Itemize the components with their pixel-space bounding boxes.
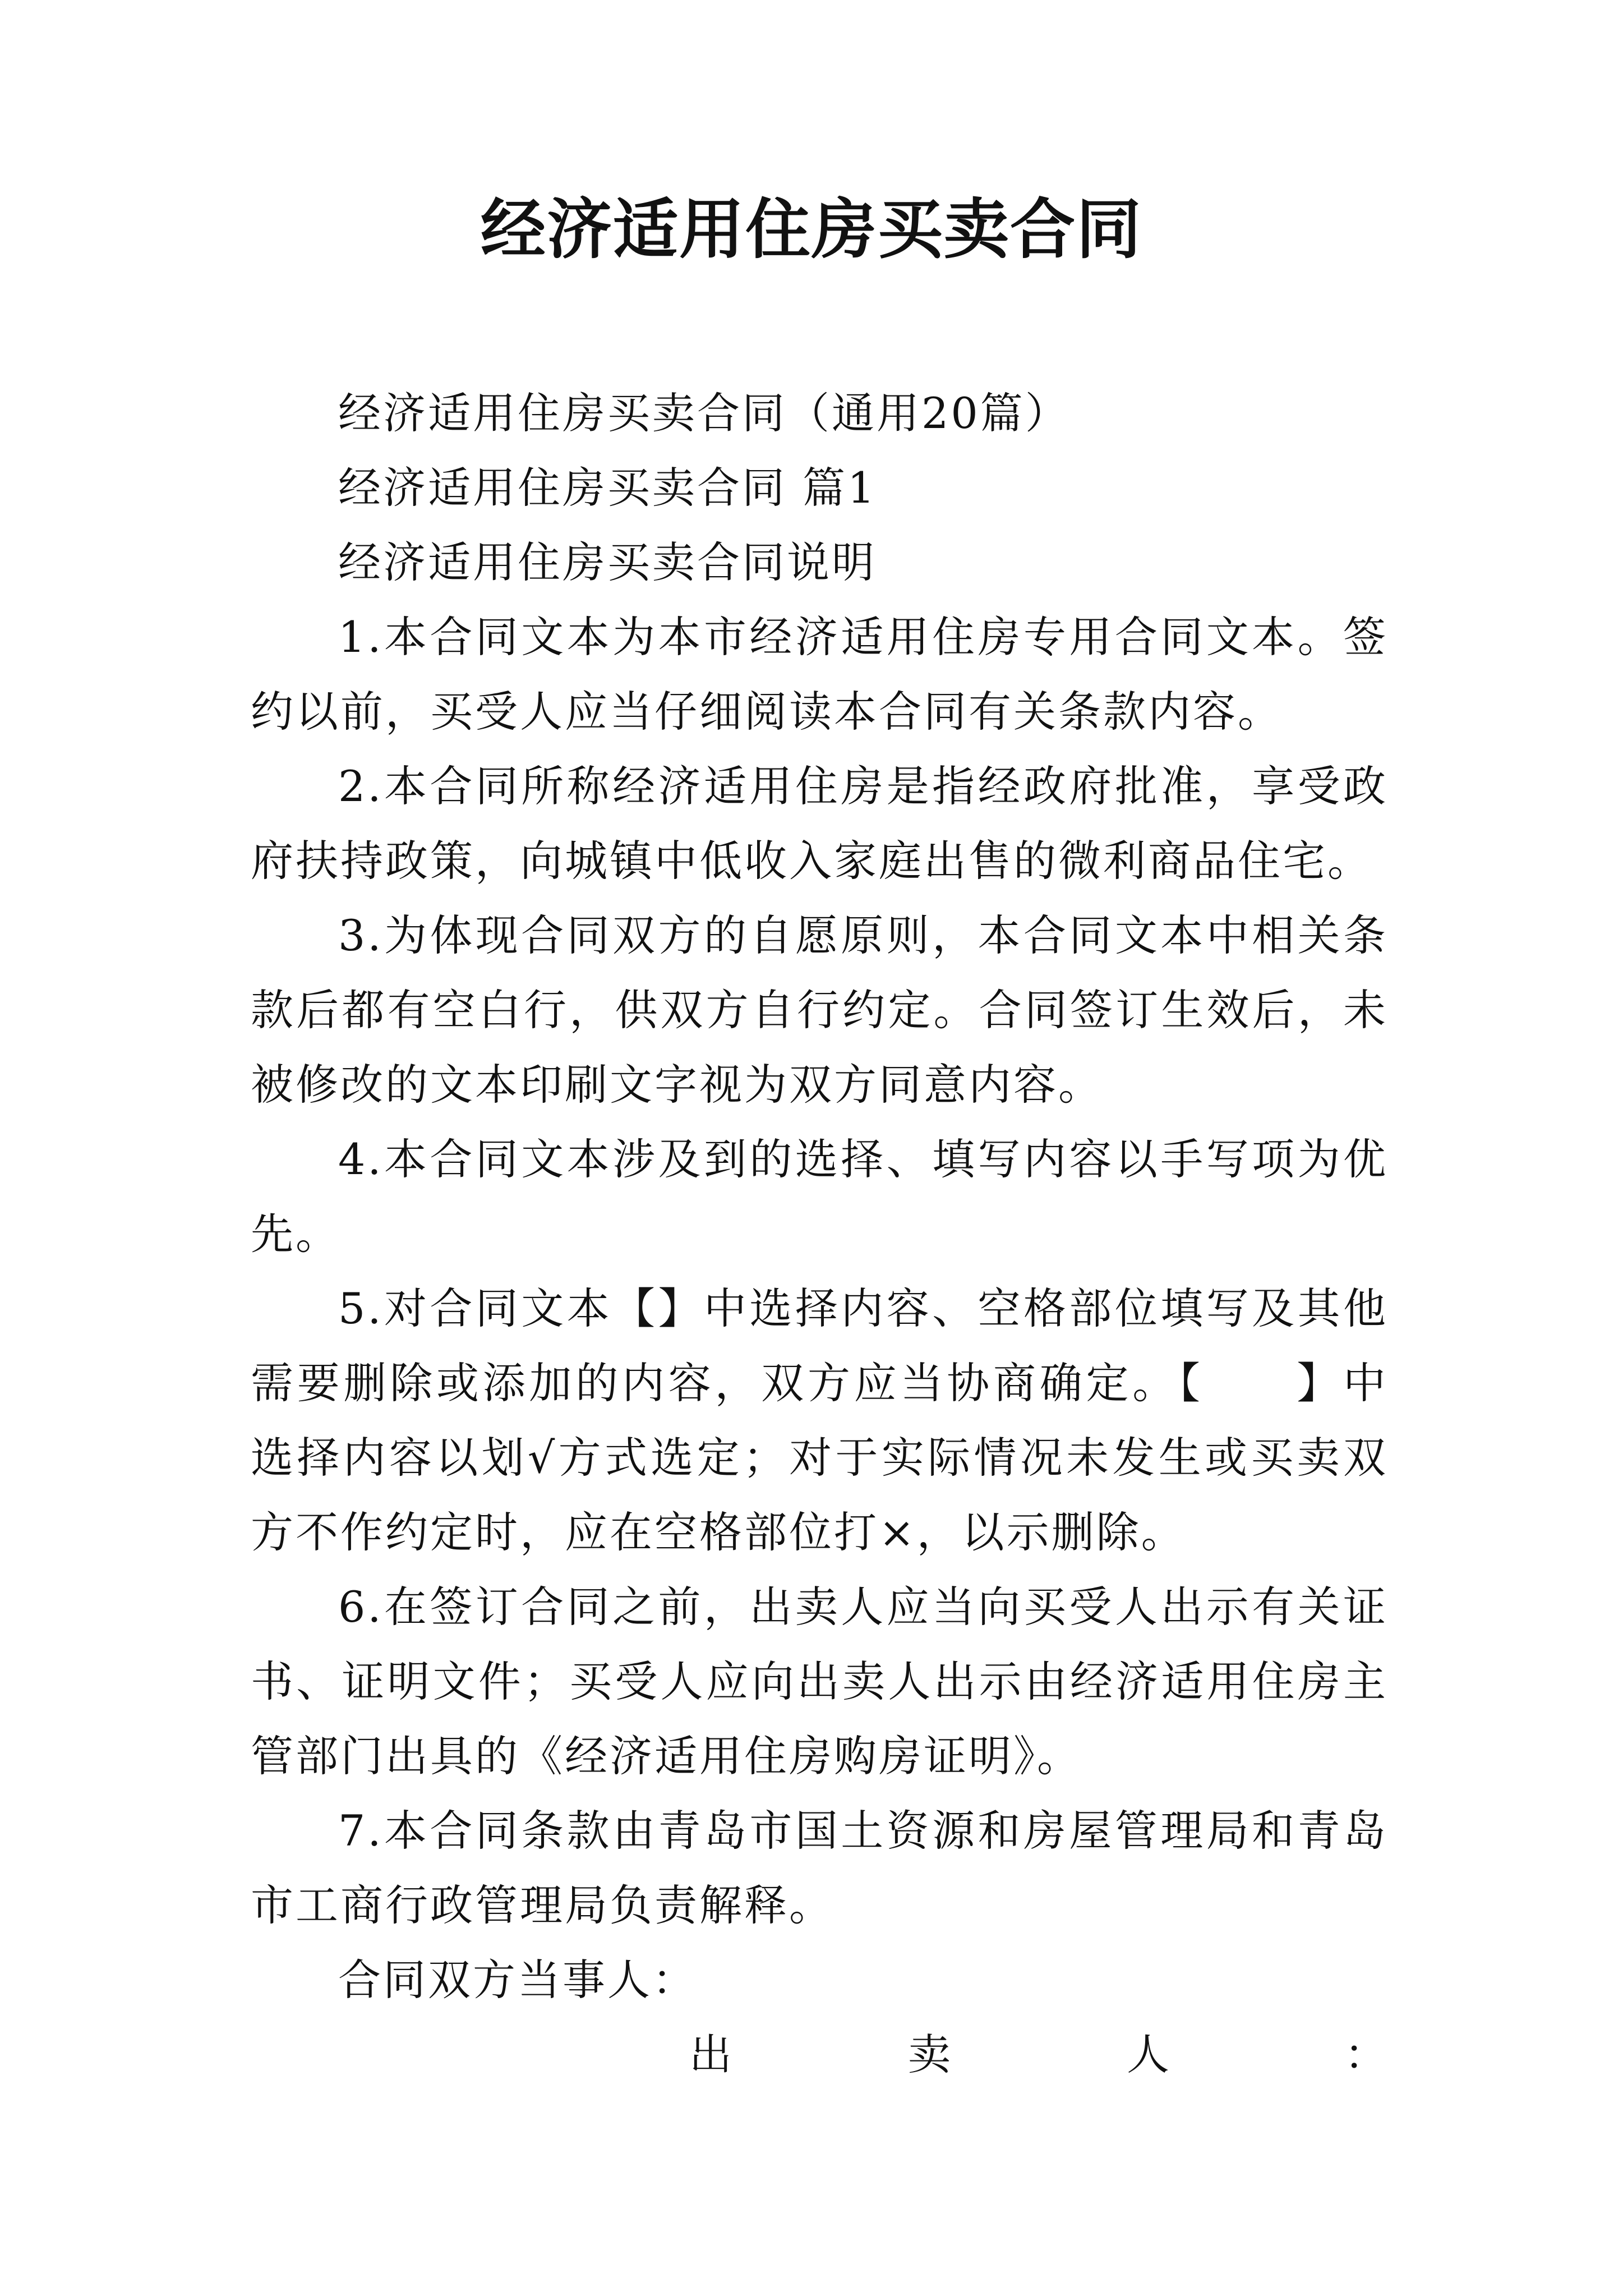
- seller-signature-line: [251, 2017, 1388, 2092]
- document-body: [251, 376, 1388, 2092]
- paragraph-item-4: 4.本合同文本涉及到的选择、填写内容以手写项为优先。: [251, 1134, 1388, 1259]
- paragraph-parties: 合同双方当事人：: [338, 1955, 697, 2005]
- paragraph-item-2: 2.本合同所称经济适用住房是指经政府批准，享受政府扶持政策，向城镇中低收入家庭出售的微利商品住宅。: [251, 761, 1388, 886]
- document-title: 经济适用住房买卖合同: [481, 192, 1142, 268]
- seller-label-char-2: 卖: [908, 2030, 953, 2079]
- paragraph-item-5: 5.对合同文本【】中选择内容、空格部位填写及其他需要删除或添加的内容，双方应当协商确定。【 】中选择内容以划√方式选定；对于实际情况未发生或买卖双方不作约定时，应在空格部位打×，以示删除。: [251, 1283, 1388, 1557]
- paragraph-instructions-heading: 经济适用住房买卖合同说明: [338, 537, 877, 587]
- paragraph-section-heading: 经济适用住房买卖合同 篇1: [338, 463, 877, 513]
- paragraph-item-1: 1.本合同文本为本市经济适用住房专用合同文本。签约以前，买受人应当仔细阅读本合同有关条款内容。: [251, 612, 1388, 737]
- seller-label-colon: ：: [1344, 2030, 1389, 2079]
- paragraph-item-3: 3.为体现合同双方的自愿原则，本合同文本中相关条款后都有空白行，供双方自行约定。合同签订生效后，未被修改的文本印刷文字视为双方同意内容。: [251, 910, 1388, 1110]
- paragraph-item-6: 6.在签订合同之前，出卖人应当向买受人出示有关证书、证明文件；买受人应向出卖人出示由经济适用住房主管部门出具的《经济适用住房购房证明》。: [251, 1582, 1388, 1781]
- paragraph-subtitle: 经济适用住房买卖合同（通用20篇）: [338, 388, 1070, 438]
- seller-label-char-3: 人: [1127, 2030, 1172, 2079]
- paragraph-item-7: 7.本合同条款由青岛市国土资源和房屋管理局和青岛市工商行政管理局负责解释。: [251, 1806, 1388, 1930]
- seller-label-char-1: 出: [689, 2030, 734, 2079]
